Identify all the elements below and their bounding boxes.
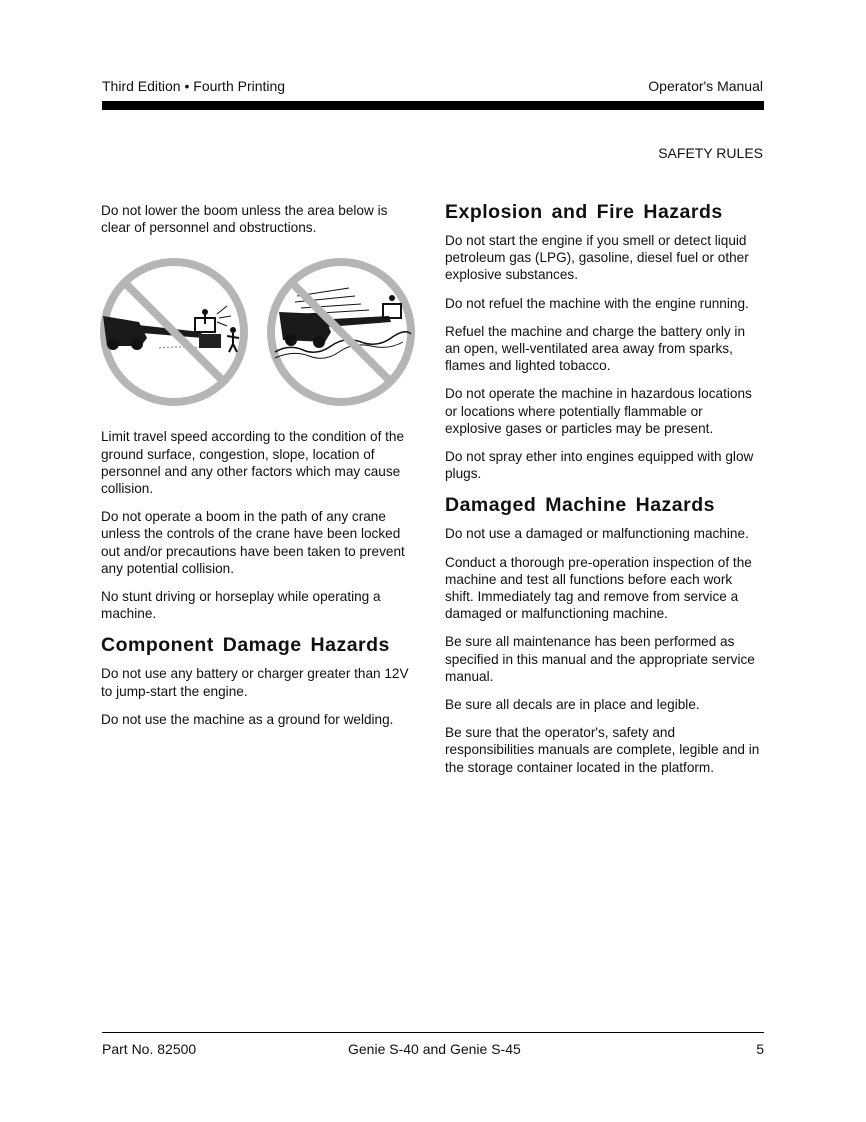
- footer-model: Genie S-40 and Genie S-45: [348, 1041, 521, 1057]
- footer-rule: [102, 1032, 764, 1033]
- paragraph-manuals: Be sure that the operator's, safety and responsibilities manuals are complete, legible and in the storage container located in the platform.: [445, 725, 760, 775]
- paragraph-crane: Do not operate a boom in the path of any crane unless the controls of the crane have been locked out and/or precautions have been taken to prevent any potential collision.: [101, 509, 405, 576]
- paragraph-stunt: No stunt driving or horseplay while operating a machine.: [101, 589, 381, 622]
- section-title: SAFETY RULES: [658, 145, 763, 161]
- paragraph-lower-boom: Do not lower the boom unless the area below is clear of personnel and obstructions.: [101, 203, 388, 236]
- footer-part-number: Part No. 82500: [102, 1041, 197, 1057]
- safety-illustrations: [99, 252, 417, 412]
- paragraph-refuel-area: Refuel the machine and charge the battery only in an open, well-ventilated area away from sparks, flames and lighted tobacco.: [445, 323, 746, 374]
- header-rule: [102, 101, 764, 110]
- paragraph-hazardous-locations: Do not operate the machine in hazardous locations or locations where potentially flammable or explosive gases or particles may be present.: [445, 386, 752, 436]
- paragraph-welding: Do not use the machine as a ground for welding.: [101, 711, 394, 727]
- paragraph-decals: Be sure all decals are in place and legible.: [445, 697, 700, 713]
- heading-component-damage: Component Damage Hazards: [101, 634, 390, 657]
- heading-damaged-machine: Damaged Machine Hazards: [445, 494, 716, 517]
- left-column: [101, 202, 419, 739]
- prohibited-lowering-boom-icon: [99, 252, 417, 412]
- right-column: [445, 200, 763, 787]
- paragraph-inspection: Conduct a thorough pre-operation inspection of the machine and test all functions before each work shift. Immediately tag and remove from service a damaged or malfunctioning machine.: [445, 554, 752, 622]
- paragraph-smell: Do not start the engine if you smell or detect liquid petroleum gas (LPG), gasoline, diesel fuel or other explosive substances.: [445, 233, 749, 283]
- paragraph-damaged: Do not use a damaged or malfunctioning machine.: [445, 526, 749, 542]
- paragraph-maintenance: Be sure all maintenance has been performed as specified in this manual and the appropriate service manual.: [445, 634, 755, 684]
- paragraph-travel-speed: Limit travel speed according to the condition of the ground surface, congestion, slope, location of personnel and any other factors which may cause collision.: [101, 429, 405, 497]
- heading-explosion-fire: Explosion and Fire Hazards: [445, 201, 723, 223]
- header-manual-title: Operator's Manual: [648, 78, 763, 94]
- paragraph-ether: Do not spray ether into engines equipped with glow plugs.: [445, 449, 754, 482]
- paragraph-refuel-running: Do not refuel the machine with the engine running.: [445, 295, 749, 311]
- header-edition: Third Edition • Fourth Printing: [102, 78, 286, 94]
- footer-page-number: 5: [756, 1041, 764, 1057]
- paragraph-battery: Do not use any battery or charger greater than 12V to jump-start the engine.: [101, 666, 409, 699]
